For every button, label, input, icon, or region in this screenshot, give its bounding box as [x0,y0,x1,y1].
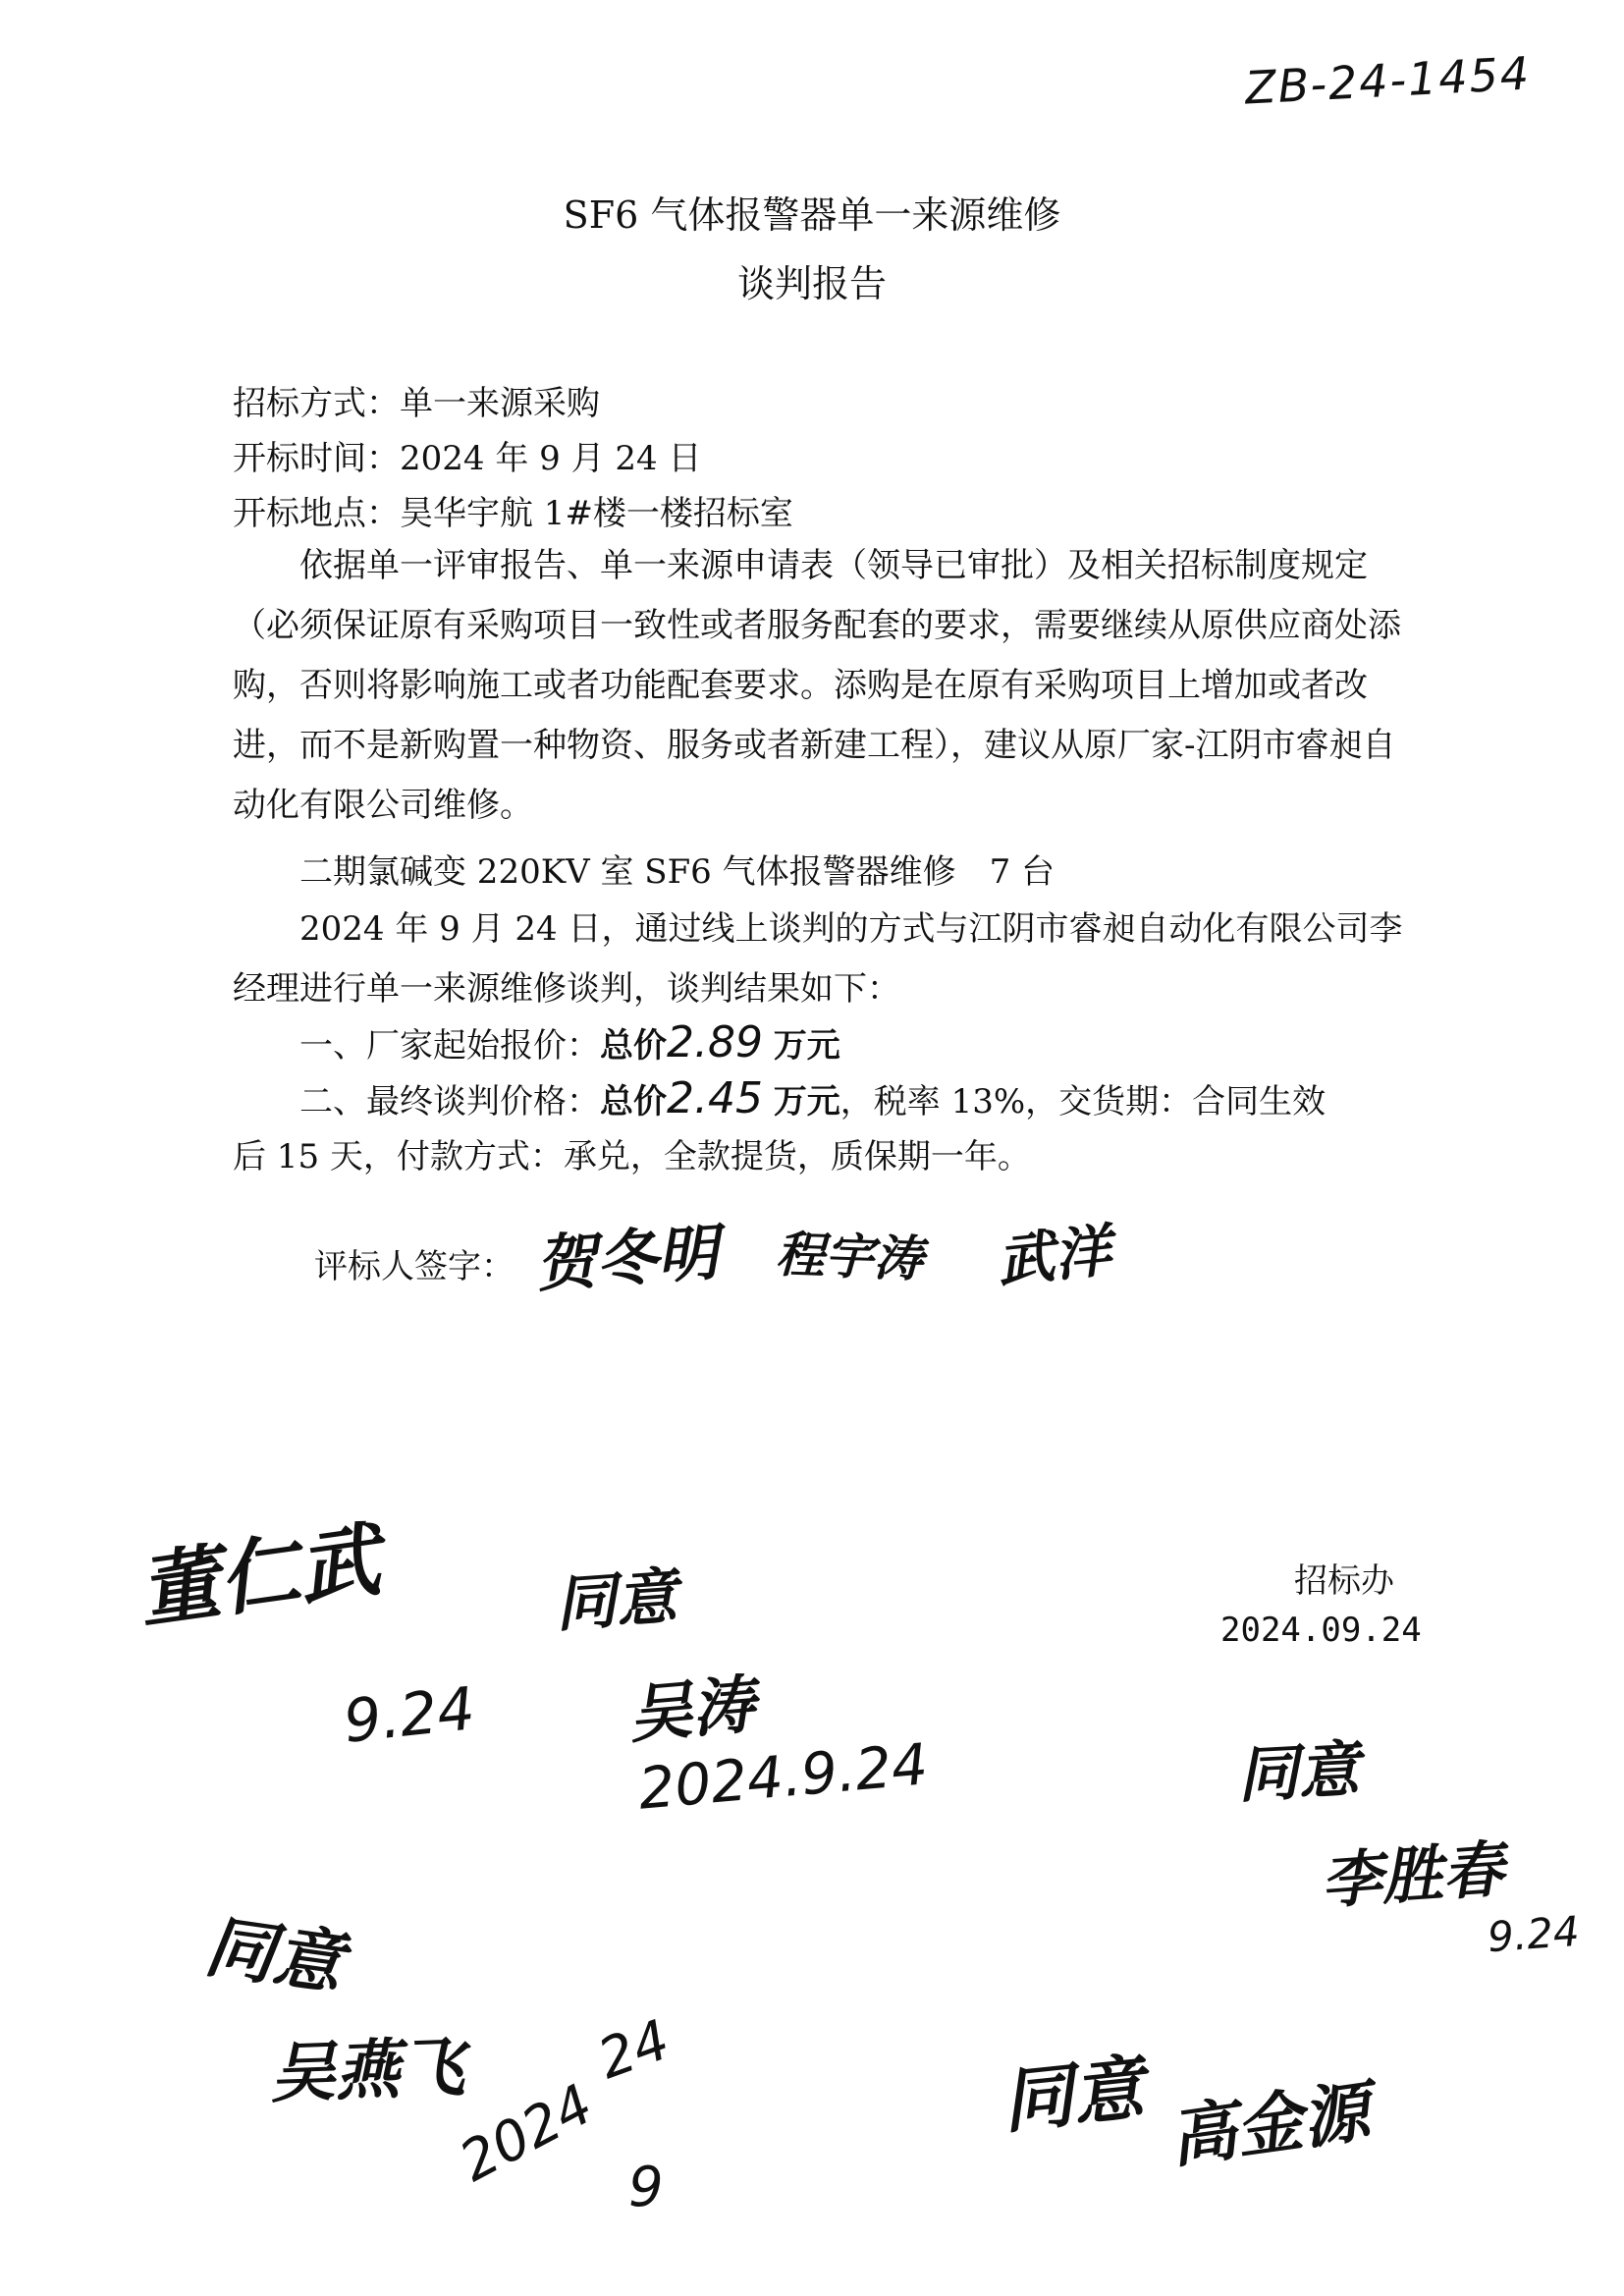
approval-5-text: 同意 [998,2045,1148,2144]
signer-1-signature: 贺冬明 [533,1216,721,1301]
result1-value: 2.89 [667,1017,763,1067]
office-name: 招标办 [1294,1561,1394,1601]
title-line-1: SF6 气体报警器单一来源维修 [563,193,1061,237]
approval-4-name: 吴燕飞 [268,2028,466,2112]
approval-3-name: 李胜春 [1319,1832,1506,1918]
office-date: 2024.09.24 [1220,1611,1422,1650]
result1-unit: 万元 [773,1026,840,1066]
result-final-price-cont: 后 15 天，付款方式：承兑，全款提货，质保期一年。 [233,1137,1031,1176]
field-method: 招标方式：单一来源采购 [233,384,600,423]
approval-2-date: 2024.9.24 [635,1730,931,1823]
result2-unit: 万元 [773,1082,840,1121]
signer-2-signature: 程宇涛 [774,1225,924,1288]
result2-value: 2.45 [667,1073,763,1123]
document-number: ZB-24-1454 [1243,46,1533,115]
paragraph-basis: 依据单一评审报告、单一来源申请表（领导已审批）及相关招标制度规定（必须保证原有采购项目一致性或者服务配套的要求，需要继续从原供应商处添购，否则将影响施工或者功能配套要求。添购是在原有采购项目上增加或者改进，而不是新购置一种物资、服务或者新建工程），建议从原厂家-江阴市睿昶自动化有限公司维修。 [233,546,1401,825]
approval-1-date: 9.24 [340,1674,478,1757]
field-time: 开标时间：2024 年 9 月 24 日 [233,439,702,478]
paragraph-negotiation: 2024 年 9 月 24 日，通过线上谈判的方式与江阴市睿昶自动化有限公司李经理进行单一来源维修谈判，谈判结果如下： [233,909,1403,1009]
result1-label: 总价 [600,1026,667,1066]
signer-3-signature: 武洋 [994,1217,1114,1295]
result2-suffix: ，税率 13%，交货期：合同生效 [839,1082,1326,1121]
approval-4-date-month: 9 [628,2156,664,2219]
item-line: 二期氯碱变 220KV 室 SF6 气体报警器维修 7 台 [299,852,1056,892]
approval-5-name: 高金源 [1164,2072,1375,2178]
result2-label: 总价 [600,1082,667,1121]
approval-2-name: 吴涛 [625,1667,758,1753]
title-line-2: 谈判报告 [736,262,887,305]
approval-4-text: 同意 [200,1904,349,2005]
approval-1-name: 董仁武 [133,1512,386,1640]
result2-prefix: 二、最终谈判价格： [299,1082,600,1121]
approval-2-text: 同意 [552,1559,679,1641]
approval-3-text: 同意 [1235,1732,1362,1812]
result-initial-price [299,1017,840,1067]
field-place: 开标地点：昊华宇航 1#楼一楼招标室 [233,494,793,533]
result-final-price [299,1073,1326,1123]
approval-4-date-day: 24 [590,2007,678,2093]
approval-3-date: 9.24 [1486,1906,1582,1962]
approval-4-date-year: 2024 [450,2072,604,2195]
result1-prefix: 一、厂家起始报价： [299,1026,600,1066]
signers-label: 评标人签字： [314,1247,514,1286]
